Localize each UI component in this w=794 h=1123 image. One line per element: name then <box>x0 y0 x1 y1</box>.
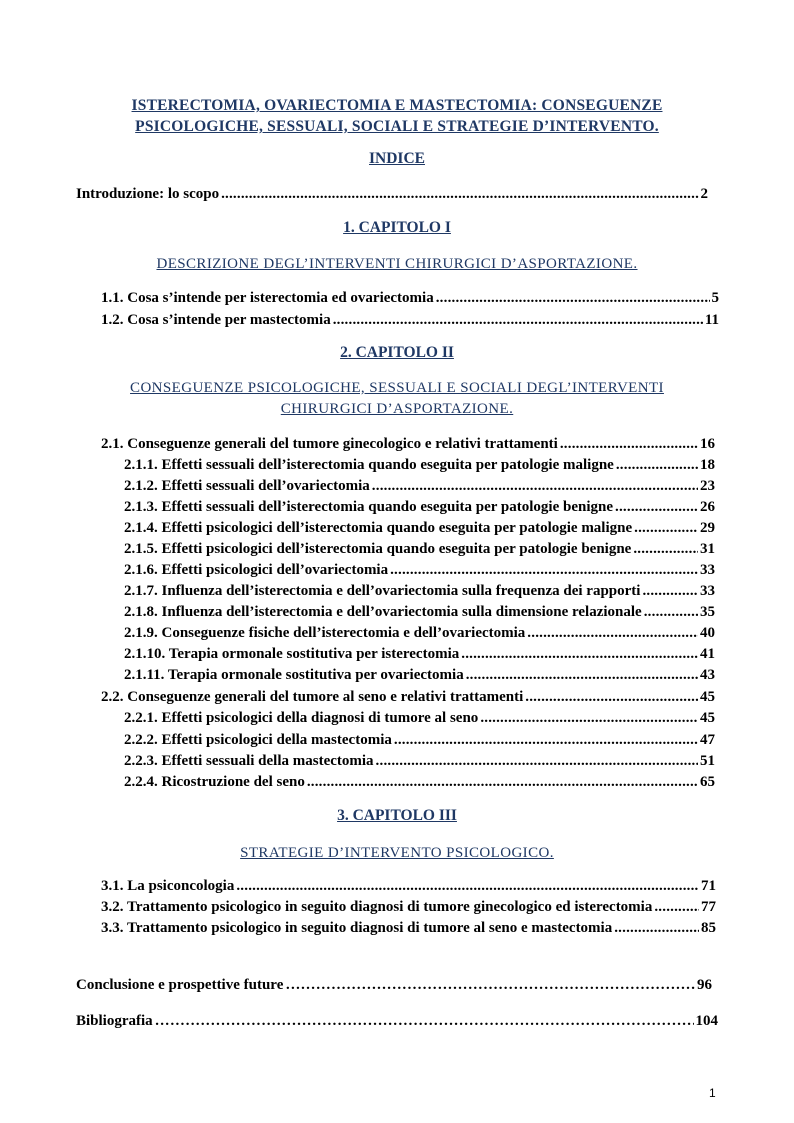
toc-leader <box>525 687 698 708</box>
toc-label: 1.1. Cosa s’intende per isterectomia ed ovariectomia <box>101 290 434 306</box>
toc-entry-2-2-4[interactable] <box>124 772 715 793</box>
toc-page: 104 <box>695 1013 718 1029</box>
chapter-3-subtitle: STRATEGIE D’INTERVENTO PSICOLOGICO. <box>240 845 554 861</box>
toc-leader <box>560 434 698 455</box>
chapter-2-subtitle <box>0 378 794 420</box>
toc-page: 35 <box>700 604 715 620</box>
toc-page: 2 <box>700 186 708 202</box>
toc-entry-intro[interactable] <box>76 184 708 205</box>
toc-label: 2.1.4. Effetti psicologici dell’isterectomia quando eseguita per patologie maligne <box>124 520 633 536</box>
toc-page: 33 <box>700 562 715 578</box>
toc-label: 2.1.10. Terapia ormonale sostitutiva per isterectomia <box>124 646 460 662</box>
toc-leader <box>376 751 698 772</box>
toc-entry-2-1-9[interactable] <box>124 623 715 644</box>
toc-page: 31 <box>700 541 715 557</box>
toc-label: Conclusione e prospettive future <box>76 977 284 993</box>
toc-label: 2.1.9. Conseguenze fisiche dell’isterectomia e dell’ovariectomia <box>124 625 526 641</box>
toc-page: 45 <box>700 710 715 726</box>
toc-entry-2-1-10[interactable] <box>124 644 715 665</box>
toc-page: 71 <box>701 878 716 894</box>
toc-label: 3.3. Trattamento psicologico in seguito diagnosi di tumore al seno e mastectomia <box>101 920 613 936</box>
toc-entry-2-1-4[interactable] <box>124 518 715 539</box>
toc-leader <box>307 772 698 793</box>
toc-page: 18 <box>700 457 715 473</box>
toc-page: 33 <box>700 583 715 599</box>
toc-page: 77 <box>701 899 716 915</box>
toc-label: 3.2. Trattamento psicologico in seguito diagnosi di tumore ginecologico ed isterectomia <box>101 899 653 915</box>
toc-page: 40 <box>700 625 715 641</box>
toc-label: 2.1.1. Effetti sessuali dell’isterectomia quando eseguita per patologie maligne <box>124 457 614 473</box>
toc-leader <box>221 184 698 205</box>
toc-page: 23 <box>700 478 715 494</box>
title-line-1: ISTERECTOMIA, OVARIECTOMIA E MASTECTOMIA: CONSEGUENZE <box>131 97 663 114</box>
toc-page: 5 <box>711 290 719 306</box>
toc-label: 2.1.5. Effetti psicologici dell’isterectomia quando eseguita per patologie benigne <box>124 541 632 557</box>
toc-entry-conclusion[interactable] <box>76 975 712 996</box>
toc-label: 2.2.2. Effetti psicologici della mastectomia <box>124 732 392 748</box>
toc-entry-bibliography[interactable] <box>76 1011 718 1032</box>
toc-entry-2-1-11[interactable] <box>124 665 715 686</box>
toc-label: Introduzione: lo scopo <box>76 186 220 202</box>
toc-entry-1-2[interactable] <box>101 310 719 331</box>
toc-label: 2.2.1. Effetti psicologici della diagnosi di tumore al seno <box>124 710 479 726</box>
toc-leader <box>333 310 703 331</box>
toc-entry-2-2-2[interactable] <box>124 730 715 751</box>
toc-leader <box>390 560 698 581</box>
toc-label: 2.2. Conseguenze generali del tumore al seno e relativi trattamenti <box>101 689 524 705</box>
toc-page: 45 <box>700 689 715 705</box>
toc-entry-2-1-6[interactable] <box>124 560 715 581</box>
toc-leader <box>642 581 698 602</box>
toc-leader <box>616 455 698 476</box>
toc-page: 26 <box>700 499 715 515</box>
toc-leader <box>461 644 698 665</box>
toc-leader <box>285 975 695 996</box>
toc-leader <box>614 918 699 939</box>
toc-leader <box>644 602 698 623</box>
toc-leader <box>615 497 698 518</box>
toc-entry-3-1[interactable] <box>101 876 716 897</box>
toc-leader <box>633 539 698 560</box>
toc-leader <box>480 708 698 729</box>
toc-entry-2-2-1[interactable] <box>124 708 715 729</box>
toc-entry-2-1-7[interactable] <box>124 581 715 602</box>
chapter-2-heading: 2. CAPITOLO II <box>340 344 454 361</box>
toc-label: 2.1.6. Effetti psicologici dell’ovariectomia <box>124 562 389 578</box>
toc-entry-2-1-3[interactable] <box>124 497 715 518</box>
toc-leader <box>155 1011 694 1032</box>
toc-label: 2.2.3. Effetti sessuali della mastectomia <box>124 753 374 769</box>
toc-page: 65 <box>700 774 715 790</box>
toc-entry-3-3[interactable] <box>101 918 716 939</box>
toc-entry-2-2-3[interactable] <box>124 751 715 772</box>
toc-entry-2-2[interactable] <box>101 687 715 708</box>
toc-label: 2.1.8. Influenza dell’isterectomia e dell’ovariectomia sulla dimensione relazionale <box>124 604 642 620</box>
chapter-1-subtitle: DESCRIZIONE DEGL’INTERVENTI CHIRURGICI D’ASPORTAZIONE. <box>156 256 638 272</box>
toc-entry-2-1-1[interactable] <box>124 455 715 476</box>
toc-page: 11 <box>704 312 719 328</box>
toc-page: 47 <box>700 732 715 748</box>
toc-label: 2.1.3. Effetti sessuali dell’isterectomia quando eseguita per patologie benigne <box>124 499 614 515</box>
toc-label: 2.2.4. Ricostruzione del seno <box>124 774 305 790</box>
toc-leader <box>394 730 698 751</box>
toc-page: 43 <box>700 667 715 683</box>
toc-entry-2-1-8[interactable] <box>124 602 715 623</box>
toc-entry-1-1[interactable] <box>101 288 719 309</box>
toc-leader <box>654 897 699 918</box>
toc-page: 96 <box>697 977 712 993</box>
toc-entry-2-1-5[interactable] <box>124 539 715 560</box>
toc-page: 51 <box>700 753 715 769</box>
chapter-1-heading: 1. CAPITOLO I <box>343 219 451 236</box>
toc-entry-2-1-2[interactable] <box>124 476 715 497</box>
toc-label: 2.1.7. Influenza dell’isterectomia e dell’ovariectomia sulla frequenza dei rapporti <box>124 583 641 599</box>
toc-label: 2.1.11. Terapia ormonale sostitutiva per ovariectomia <box>124 667 464 683</box>
document-title <box>0 95 794 137</box>
toc-entry-3-2[interactable] <box>101 897 716 918</box>
index-heading: INDICE <box>369 150 425 167</box>
toc-leader <box>372 476 698 497</box>
toc-leader <box>527 623 698 644</box>
chapter-2-subtitle-line-2: CHIRURGICI D’ASPORTAZIONE. <box>280 401 514 417</box>
toc-leader <box>634 518 698 539</box>
toc-leader <box>236 876 699 897</box>
toc-leader <box>436 288 710 309</box>
toc-label: 1.2. Cosa s’intende per mastectomia <box>101 312 331 328</box>
toc-label: 3.1. La psiconcologia <box>101 878 235 894</box>
toc-label: 2.1. Conseguenze generali del tumore ginecologico e relativi trattamenti <box>101 436 558 452</box>
toc-page: 41 <box>700 646 715 662</box>
chapter-2-subtitle-line-1: CONSEGUENZE PSICOLOGICHE, SESSUALI E SOCIALI DEGL’INTERVENTI <box>130 380 664 396</box>
toc-label: 2.1.2. Effetti sessuali dell’ovariectomia <box>124 478 370 494</box>
toc-page: 85 <box>701 920 716 936</box>
toc-label: Bibliografia <box>76 1013 153 1029</box>
toc-page: 16 <box>700 436 715 452</box>
chapter-3-heading: 3. CAPITOLO III <box>337 807 457 824</box>
title-line-2: PSICOLOGICHE, SESSUALI, SOCIALI E STRATEGIE D’INTERVENTO. <box>135 118 659 135</box>
toc-entry-2-1[interactable] <box>101 434 715 455</box>
toc-leader <box>466 665 698 686</box>
toc-page: 29 <box>700 520 715 536</box>
page-number: 1 <box>709 1086 716 1100</box>
